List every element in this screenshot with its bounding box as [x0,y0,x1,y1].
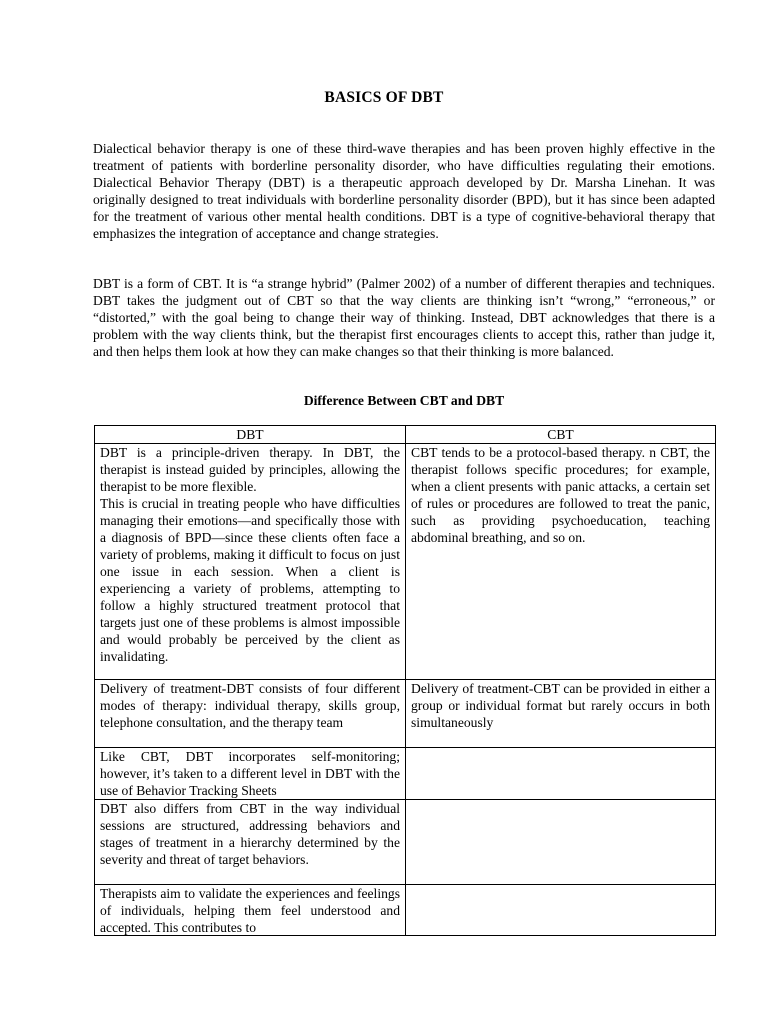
cbt-cell: CBT tends to be a protocol-based therapy. n CBT, the therapist follows specific procedures; for example, when a client presents with panic attacks, a certain set of rules or procedures are followed to treat the panic, such as providing psychoeducation, teaching abdominal breathing, and so on. [406,444,716,680]
dbt-cell [95,885,406,936]
intro-paragraph: Dialectical behavior therapy is one of these third-wave therapies and has been proven highly effective in the treatment of patients with borderline personality disorder, who have difficulties regulating their emotions. Dialectical Behavior Therapy (DBT) is a therapeutic approach developed by Dr. Marsha Linehan. It was originally designed to treat individuals with borderline personality disorder (BPD), but it has since been adapted for the treatment of various other mental health conditions. DBT is a type of cognitive-behavioral therapy that emphasizes the integration of acceptance and change strategies. [93,141,715,241]
dbt-cell-text: Therapists aim to validate the experiences and feelings of individuals, helping them feel understood and accepted. This contributes to [100,886,400,935]
column-header-dbt: DBT [95,426,406,444]
table-row [95,444,716,680]
dbt-cell: DBT is a principle-driven therapy. In DBT, the therapist is instead guided by principles, allowing the therapist to be more flexible. This is crucial in treating people who have difficulties managing their emotions—and specifically those with a diagnosis of BPD—since these clients often face a variety of problems, making it difficult to focus on just one issue in each session. When a client is experiencing a variety of problems, attempting to follow a highly structured treatment protocol that targets just one of these problems is almost impossible and would probably be perceived by the client as invalidating. [95,444,406,680]
table-row [95,680,716,748]
table-title: Difference Between CBT and DBT [303,393,505,408]
column-header-cbt: CBT [406,426,716,444]
dbt-cbt-paragraph: DBT is a form of CBT. It is “a strange hybrid” (Palmer 2002) of a number of different therapies and techniques. DBT takes the judgment out of CBT so that the way clients are thinking isn’t “wrong,” “erroneous,” or “distorted,” with the goal being to change their way of thinking. Instead, DBT acknowledges that there is a problem with the way clients think, but the therapist first encourages clients to accept this, rather than judge it, and then helps them look at how they can make changes so that their thinking is more balanced. [93,276,715,359]
cbt-cell [406,748,716,800]
comparison-table [94,425,716,936]
table-row [95,800,716,885]
dbt-cell: DBT also differs from CBT in the way individual sessions are structured, addressing behaviors and stages of treatment in a hierarchy determined by the severity and threat of target behaviors. [95,800,406,885]
table-header-row [95,426,716,444]
cbt-cell: Delivery of treatment-CBT can be provided in either a group or individual format but rarely occurs in both simultaneously [406,680,716,748]
dbt-cell: Like CBT, DBT incorporates self-monitoring; however, it’s taken to a different level in DBT with the use of Behavior Tracking Sheets [95,748,406,800]
cbt-cell [406,800,716,885]
table-row [95,885,716,936]
table-row [95,748,716,800]
document-title: BASICS OF DBT [324,89,444,106]
dbt-cell: Delivery of treatment-DBT consists of four different modes of therapy: individual therapy, skills group, telephone consultation, and the therapy team [95,680,406,748]
cbt-cell [406,885,716,936]
